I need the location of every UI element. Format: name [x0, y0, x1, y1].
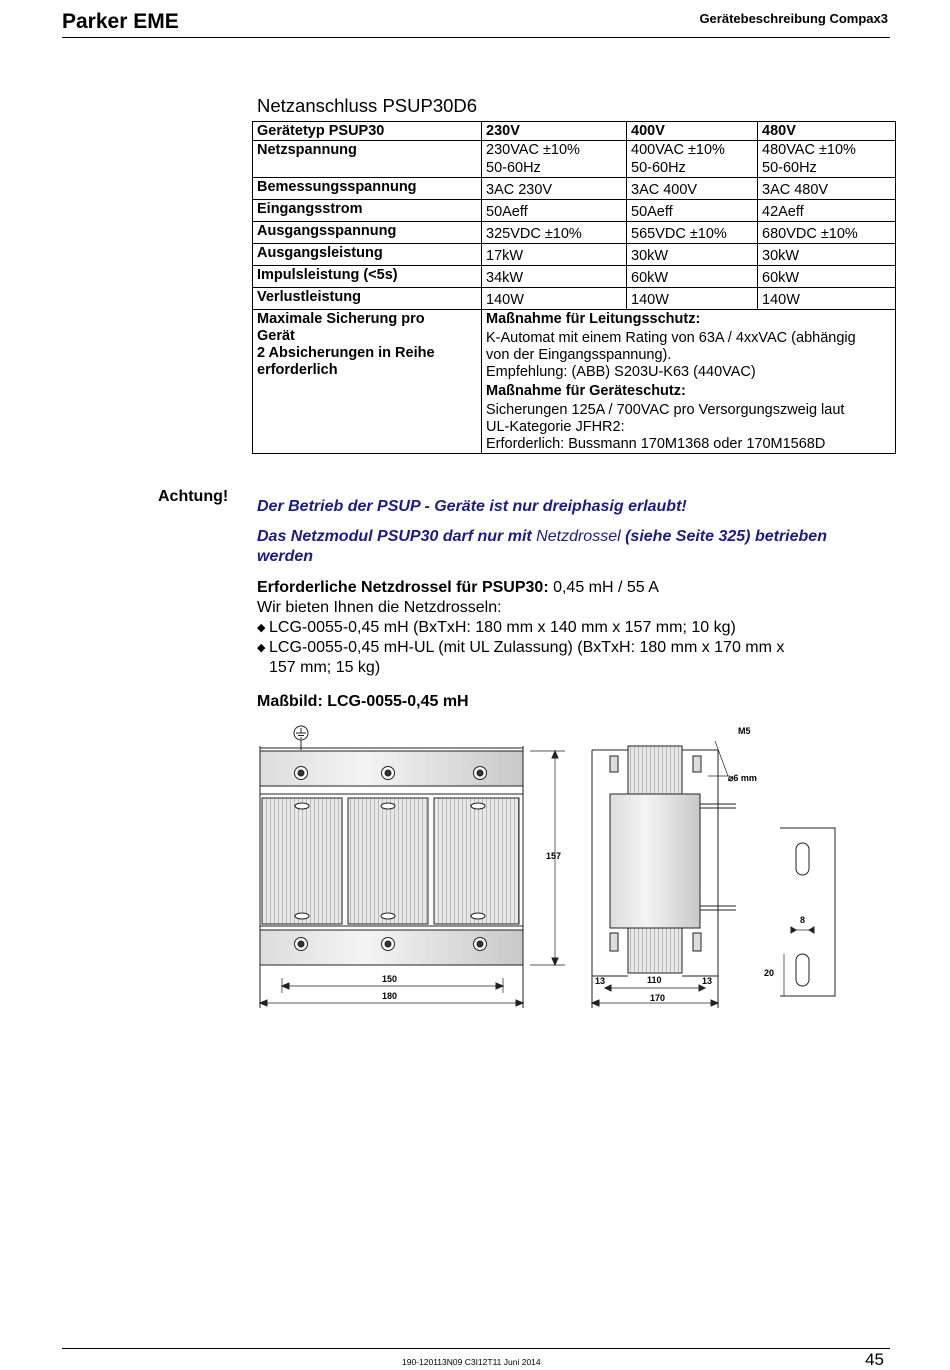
bolt-icon [474, 767, 487, 780]
device-protection-text: Erforderlich: Bussmann 170M1368 oder 170M1568D [486, 436, 826, 452]
table-header-cell: 400V [627, 122, 758, 141]
row-label: Ausgangsspannung [253, 222, 482, 244]
device-protection-text: Sicherungen 125A / 700VAC pro Versorgungszweig laut [486, 402, 845, 418]
table-cell: 17kW [482, 244, 627, 266]
row-label: Impulsleistung (<5s) [253, 266, 482, 288]
line-protection-text: von der Eingangsspannung). [486, 347, 672, 363]
dim-label-side-left: 13 [595, 976, 606, 986]
choke-item-text-cont: 157 mm; 15 kg) [269, 659, 381, 676]
table-cell: 325VDC ±10% [482, 222, 627, 244]
table-cell: 140W [482, 288, 627, 310]
row-label: Netzspannung [253, 141, 482, 178]
choke-list [257, 618, 897, 678]
cell-value: 400VAC ±10% [631, 142, 725, 158]
cell-sub-value: 50-60Hz [631, 159, 686, 176]
choke-item-text: LCG-0055-0,45 mH (BxTxH: 180 mm x 140 mm x 157 mm; 10 kg) [269, 619, 736, 636]
table-row [253, 222, 896, 244]
table-row [253, 288, 896, 310]
dim-label-screw: M5 [738, 726, 751, 736]
line-protection-text: K-Automat mit einem Rating von 63A / 4xxVAC (abhängig [486, 330, 856, 346]
slot-detail [780, 828, 835, 996]
table-header-cell: Gerätetyp PSUP30 [253, 122, 482, 141]
diamond-bullet-icon: ◆ [257, 622, 266, 634]
warning-three-phase: Der Betrieb der PSUP - Geräte ist nur dreiphasig erlaubt! [257, 498, 687, 515]
row-label: Ausgangsleistung [253, 244, 482, 266]
choke-section [257, 578, 897, 678]
fuse-details [482, 310, 896, 454]
bolt-icon [382, 767, 395, 780]
line-protection-title: Maßnahme für Leitungsschutz: [486, 311, 701, 327]
side-view [592, 741, 736, 1008]
company-name: Parker EME [62, 10, 179, 33]
list-item [257, 618, 897, 638]
section-title: Netzanschluss PSUP30D6 [257, 95, 478, 116]
drawing-title: Maßbild: LCG-0055-0,45 mH [257, 693, 469, 710]
page-number: 45 [865, 1350, 884, 1369]
bolt-icon [382, 938, 395, 951]
table-cell: 34kW [482, 266, 627, 288]
fuse-label-line: Maximale Sicherung pro [257, 311, 425, 327]
dim-label-height: 157 [546, 851, 562, 861]
cell-value: 230VAC ±10% [486, 142, 580, 158]
choke-title-value: 0,45 mH / 55 A [548, 579, 659, 596]
table-cell: 3AC 400V [627, 178, 758, 200]
choke-title-line [257, 578, 897, 598]
table-cell [627, 141, 758, 178]
table-cell: 30kW [627, 244, 758, 266]
table-cell: 42Aeff [758, 200, 896, 222]
row-label: Eingangsstrom [253, 200, 482, 222]
dim-label-inner-width: 150 [382, 974, 398, 984]
choke-title: Erforderliche Netzdrossel für PSUP30: [257, 579, 549, 596]
line-protection-text: Empfehlung: (ABB) S203U-K63 (440VAC) [486, 364, 756, 380]
fuse-label-line: 2 Absicherungen in Reihe [257, 345, 435, 361]
table-cell: 50Aeff [627, 200, 758, 222]
table-header-row [253, 122, 896, 141]
device-protection-text: UL-Kategorie JFHR2: [486, 419, 625, 435]
table-cell: 60kW [627, 266, 758, 288]
table-cell: 60kW [758, 266, 896, 288]
table-row-fuse [253, 310, 896, 454]
table-cell: 3AC 480V [758, 178, 896, 200]
table-cell: 565VDC ±10% [627, 222, 758, 244]
table-row [253, 178, 896, 200]
table-row [253, 141, 896, 178]
dim-label-hole: ⌀6 mm [728, 773, 757, 783]
document-title: Gerätebeschreibung Compax3 [699, 11, 888, 26]
fuse-label [253, 310, 482, 454]
dim-label-side-width: 170 [650, 993, 666, 1003]
table-row [253, 266, 896, 288]
front-view [260, 726, 565, 1008]
table-cell: 140W [627, 288, 758, 310]
table-header-cell: 230V [482, 122, 627, 141]
dim-label-side-right: 13 [702, 976, 713, 986]
footer-divider [62, 1348, 890, 1349]
cell-value: 480VAC ±10% [762, 142, 856, 158]
warning-choke-required [257, 527, 887, 567]
table-cell: 140W [758, 288, 896, 310]
choke-item-text: LCG-0055-0,45 mH-UL (mit UL Zulassung) (BxTxH: 180 mm x 170 mm x [269, 639, 785, 656]
fuse-label-line: Gerät [257, 328, 295, 344]
row-label: Bemessungsspannung [253, 178, 482, 200]
choke-intro: Wir bieten Ihnen die Netzdrosseln: [257, 599, 502, 616]
row-label: Verlustleistung [253, 288, 482, 310]
warning-text: (siehe Seite 325) betrieben werden [257, 528, 827, 565]
table-cell: 30kW [758, 244, 896, 266]
cell-sub-value: 50-60Hz [486, 159, 541, 176]
warning-text: Das Netzmodul PSUP30 darf nur mit [257, 528, 537, 545]
table-row [253, 200, 896, 222]
table-cell: 680VDC ±10% [758, 222, 896, 244]
bolt-icon [295, 938, 308, 951]
dim-label-width: 180 [382, 991, 398, 1001]
warning-label: Achtung! [158, 488, 229, 505]
diamond-bullet-icon: ◆ [257, 642, 266, 654]
dim-label-slot-offset: 20 [764, 968, 775, 978]
fuse-label-line: erforderlich [257, 362, 338, 378]
earth-icon [294, 726, 308, 750]
document-id: 190-120113N09 C3I12T11 Juni 2014 [402, 1357, 541, 1367]
dim-label-side-middle: 110 [647, 975, 662, 985]
spec-table [252, 121, 896, 454]
table-cell: 3AC 230V [482, 178, 627, 200]
bolt-icon [474, 938, 487, 951]
device-protection-title: Maßnahme für Geräteschutz: [486, 383, 686, 399]
dim-label-slot-width: 8 [800, 915, 806, 925]
table-row [253, 244, 896, 266]
bolt-icon [295, 767, 308, 780]
warning-text-netzdrossel: Netzdrossel [536, 528, 621, 545]
cell-sub-value: 50-60Hz [762, 159, 817, 176]
dimension-drawing [250, 718, 850, 1018]
table-header-cell: 480V [758, 122, 896, 141]
header-divider [62, 37, 890, 38]
table-cell: 50Aeff [482, 200, 627, 222]
table-cell [758, 141, 896, 178]
list-item [257, 638, 897, 678]
table-cell [482, 141, 627, 178]
